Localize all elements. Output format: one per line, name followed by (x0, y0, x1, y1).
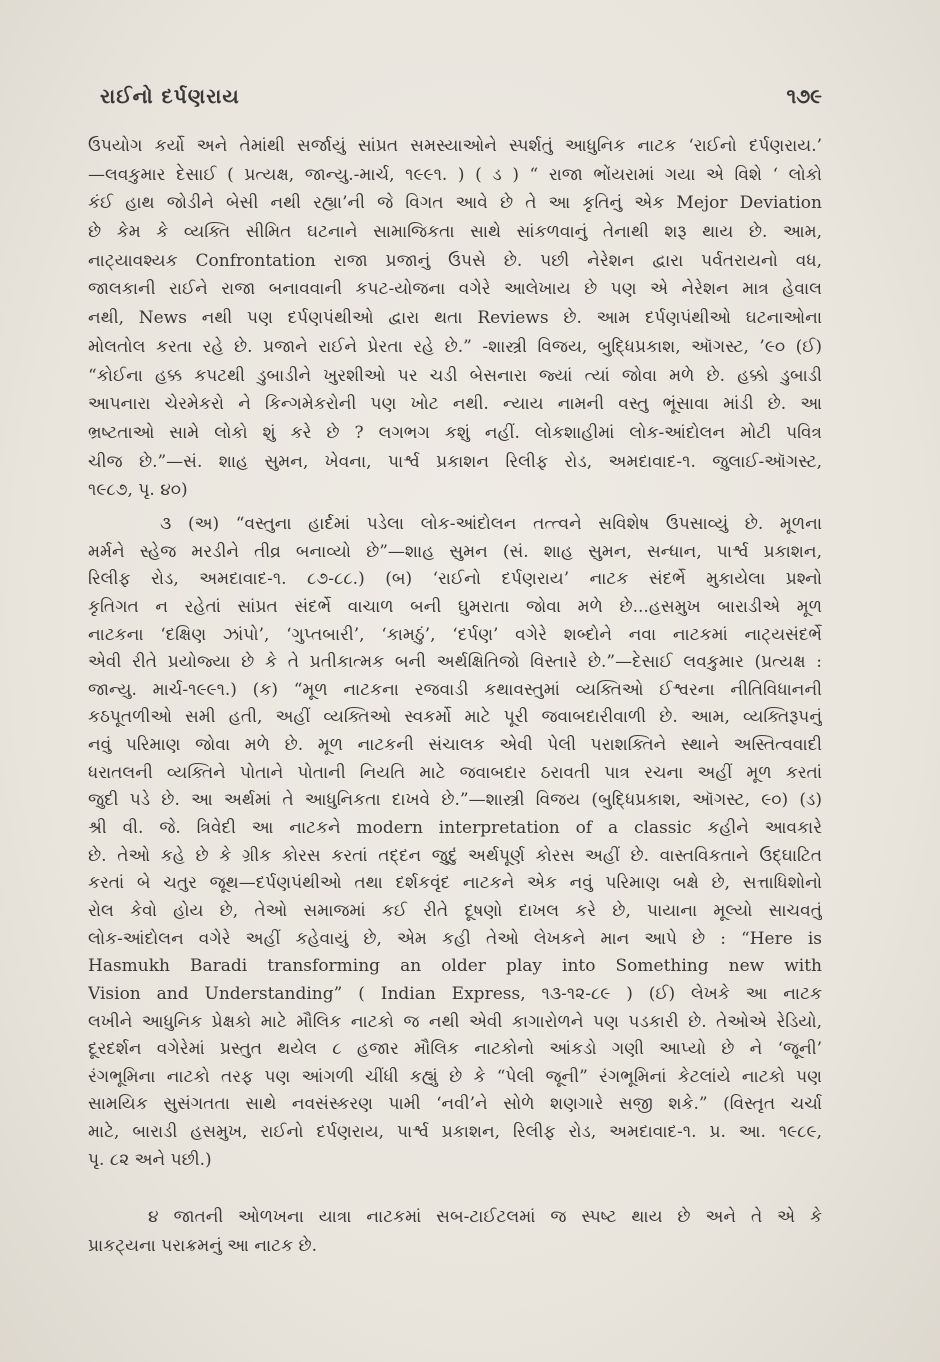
text-line: ઉપયોગ કર્યો અને તેમાંથી સર્જાયું સાંપ્રત સમસ્યાઓને સ્પર્શતું આધુનિક નાટક ‘રાઈનો દર્પણરાય.’ (88, 136, 822, 156)
text-line: મોલતોલ કરતા રહે છે. પ્રજાને રાઈને પ્રેરતા રહે છે.” -શાસ્ત્રી વિજય, બુદ્ધિપ્રકાશ, ઑગસ્ટ, ’૯૦ (ઈ) (88, 336, 822, 357)
text-line: ભ્રષ્ટતાઓ સામે લોકો શું કરે છે ? લગભગ કશું નહીં. લોકશાહીમાં લોક-આંદોલન મોટી પવિત્ર (88, 422, 822, 443)
footnote-3-start: ૩ (અ) “વસ્તુના હાર્દમાં પડેલા લોક-આંદોલન તત્ત્વને સવિશેષ ઉપસાવ્યું છે. મૂળના (160, 514, 822, 534)
text-line: —લવકુમાર દેસાઈ ( પ્રત્યક્ષ, જાન્યુ.-માર્ચ, ૧૯૯૧. ) ( ડ ) “ રાજા ભોંયરામાં ગયા એ વિશે ‘ લોકો (88, 164, 822, 185)
text-line: સામયિક સુસંગતતા સાથે નવસંસ્કરણ પામી ‘નવી’ને સોળે શણગારે સજી શકે.” (વિસ્તૃત ચર્ચા (88, 1094, 822, 1115)
text-line: ચીજ છે.”—સં. શાહ સુમન, ખેવના, પાર્શ્વ પ્રકાશન રિલીફ રોડ, અમદાવાદ-૧. જુલાઈ-ઑગસ્ટ, (88, 451, 822, 472)
text-line: ૧૯૮૭, પૃ. ૪૦) (88, 480, 188, 501)
text-line: લોક-આંદોલન વગેરે અહીં કહેવાયું છે, એમ કહી તેઓ લેખકને માન આપે છે : “Here is (88, 928, 822, 949)
text-line: રંગભૂમિના નાટકો તરફ પણ આંગળી ચીંધી કહ્યું છે કે “પેલી જૂની” રંગભૂમિનાં કેટલાંયે નાટકો પણ (88, 1066, 822, 1087)
text-line: દૂરદર્શન વગેરેમાં પ્રસ્તુત થયેલ ૮ હજાર મૌલિક નાટકોનો આંકડો ગણી આપ્યો છે ને ‘જૂની’ (88, 1039, 822, 1060)
text-line: કઠપૂતળીઓ સમી હતી, અહીં વ્યક્તિઓ સ્વકર્મો માટે પૂરી જવાબદારીવાળી છે. આમ, વ્યક્તિરૂપનું (88, 707, 822, 728)
footnote-4-start: ૪ જાતની ઓળખના યાત્રા નાટકમાં સબ-ટાઈટલમાં જ સ્પષ્ટ થાય છે અને તે એ કે (148, 1207, 822, 1227)
text-line: લખીને આધુનિક પ્રેક્ષકો માટે મૌલિક નાટકો જ નથી એવી કાગારોળને પણ પડકારી છે. તેઓએ રેડિયો, (88, 1011, 822, 1032)
paragraph-1 (88, 132, 822, 505)
text-line: Vision and Understanding” ( Indian Express, ૧૩-૧૨-૮૯ ) (ઈ) લેખકે આ નાટક (88, 983, 822, 1004)
page-number: ૧૭૯ (786, 84, 822, 108)
text-line: નવું પરિમાણ જોવા મળે છે. મૂળ નાટકની સંચાલક એવી પેલી પરાશક્તિને સ્થાને અસ્તિત્વવાદી (88, 735, 822, 756)
text-line: પૃ. ૮૨ અને પછી.) (88, 1149, 212, 1170)
text-line: કંઈ હાથ જોડીને બેસી નથી રહ્યા’ની જે વિગત આવે છે તે આ કૃતિનું એક Mejor Deviation (88, 193, 822, 214)
text-line: શ્રી વી. જે. ત્રિવેદી આ નાટકને modern interpretation of a classic કહીને આવકારે (88, 818, 822, 839)
text-line: કરતાં બે ચતુર જૂથ—દર્પણપંથીઓ તથા દર્શકવૃંદ નાટકને એક નવું પરિમાણ બક્ષે છે, સત્તાધિશોનો (88, 873, 822, 894)
text-line: છે કેમ કે વ્યક્તિ સીમિત ઘટનાને સામાજિકતા સાથે સાંકળવાનું તેનાથી શરૂ થાય છે. આમ, (88, 222, 822, 243)
text-line: નથી, News નથી પણ દર્પણપંથીઓ દ્વારા થતા Reviews છે. આમ દર્પણપંથીઓ ઘટનાઓના (88, 308, 822, 329)
text-line: રોલ કેવો હોય છે, તેઓ સમાજમાં કઈ રીતે દૂષણો દાખલ કરે છે, પાયાના મૂલ્યો સાચવતું (88, 900, 822, 921)
text-line: નાટકના ‘દક્ષિણ ઝાંપો’, ‘ગુપ્તબારી’, ‘કામઠું’, ‘દર્પણ’ વગેરે શબ્દોને નવા નાટકમાં નાટ્યસંદર્ભે (88, 624, 822, 645)
text-line: કૃતિગત ન રહેતાં સાંપ્રત સંદર્ભે વાચાળ બની ઘુમરાતા જોવા મળે છે...હસમુખ બારાડીએ મૂળ (88, 596, 822, 617)
text-line: ધરાતલની વ્યક્તિને પોતાને પોતાની નિયતિ માટે જવાબદાર ઠરાવતી પાત્ર રચના અહીં મૂળ કરતાં (88, 762, 822, 783)
text-line: મર્મને સ્હેજ મરડીને તીવ્ર બનાવ્યો છે”—શાહ સુમન (સં. શાહ સુમન, સન્ધાન, પાર્શ્વ પ્રકાશન, (88, 541, 822, 562)
text-line: Hasmukh Baradi transforming an older play into Something new with (88, 956, 822, 977)
text-line: પ્રાકટ્યના પરાક્રમનું આ નાટક છે. (88, 1236, 318, 1256)
text-line: જાન્યુ. માર્ચ-૧૯૯૧.) (ક) “મૂળ નાટકના રજવાડી કથાવસ્તુમાં વ્યક્તિઓ ઈશ્વરના નીતિવિધાનની (88, 679, 822, 700)
paragraph-2 (88, 511, 822, 1174)
text-line: નાટ્યાવશ્યક Confrontation રાજા પ્રજાનું ઉપસે છે. પછી નેરેશન દ્વારા પર્વતરાયનો વધ, (88, 250, 822, 271)
text-line: “કોઈના હક્ક કપટથી ડુબાડીને ખુરશીઓ પર ચડી બેસનારા જ્યાં ત્યાં જોવા મળે છે. હક્કો ડુબાડી (88, 365, 822, 386)
running-header-title: રાઈનો દર્પણરાય (100, 84, 240, 108)
paragraph-3 (88, 1203, 822, 1261)
text-line: આપનારા ચેરમેકરો ને કિન્ગમેકરોની પણ ખોટ નથી. ન્યાય નામની વસ્તુ ભૂંસાવા માંડી છે. આ (88, 394, 822, 415)
text-line: જાલકાની રાઈને રાજા બનાવવાની કપટ-યોજના વગેરે આલેખાય છે પણ એ નેરેશન માત્ર હેવાલ (88, 279, 822, 300)
text-line: છે. તેઓ કહે છે કે ગ્રીક કોરસ કરતાં તદ્દન જુદું અર્થપૂર્ણ કોરસ અહીં છે. વાસ્તવિકતાને ઉદ્ઘાટિત (88, 845, 822, 866)
text-line: એવી રીતે પ્રયોજ્યા છે કે તે પ્રતીકાત્મક બની અર્થક્ષિતિજો વિસ્તારે છે.”—દેસાઈ લવકુમાર (પ્રત્યક્ષ : (88, 652, 822, 673)
text-line: માટે, બારાડી હસમુખ, રાઈનો દર્પણરાય, પાર્શ્વ પ્રકાશન, રિલીફ રોડ, અમદાવાદ-૧. પ્ર. આ. ૧૯૮૯, (88, 1122, 822, 1143)
text-line: જુદી પડે છે. આ અર્થમાં તે આધુનિકતા દાખવે છે.”—શાસ્ત્રી વિજય (બુદ્ધિપ્રકાશ, ઑગસ્ટ, ૯૦) (ડ) (88, 790, 822, 811)
text-line: રિલીફ રોડ, અમદાવાદ-૧. ૮૭-૮૮.) (બ) ‘રાઈનો દર્પણરાય’ નાટક સંદર્ભે મુકાયેલા પ્રશ્નો (88, 569, 822, 590)
